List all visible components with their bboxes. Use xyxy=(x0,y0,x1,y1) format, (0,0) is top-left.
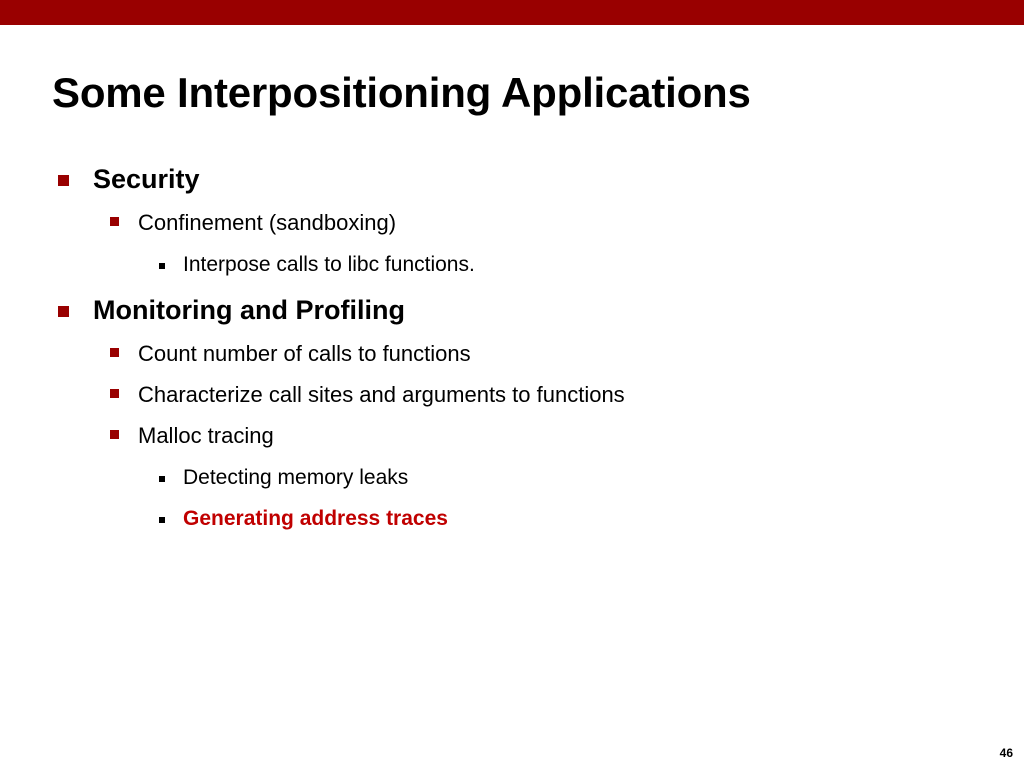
bullet-interpose-libc xyxy=(183,252,475,278)
bullet-label: Monitoring and Profiling xyxy=(93,295,405,325)
bullet-characterize-call-sites xyxy=(138,381,625,409)
square-bullet-icon xyxy=(159,476,165,482)
bullet-label: Confinement (sandboxing) xyxy=(138,210,397,235)
bullet-monitoring-profiling xyxy=(93,294,405,326)
square-bullet-icon xyxy=(110,348,119,357)
bullet-label: Security xyxy=(93,164,200,194)
square-bullet-icon xyxy=(110,430,119,439)
square-bullet-icon xyxy=(159,517,165,523)
bullet-label: Interpose calls to libc functions. xyxy=(183,253,475,276)
bullet-generating-address-traces xyxy=(183,506,448,532)
square-bullet-icon xyxy=(58,175,69,186)
bullet-security xyxy=(93,163,200,195)
bullet-confinement xyxy=(138,209,396,237)
bullet-detecting-memory-leaks xyxy=(183,465,408,491)
square-bullet-icon xyxy=(110,217,119,226)
slide-title: Some Interpositioning Applications xyxy=(52,69,751,116)
bullet-count-calls xyxy=(138,340,471,368)
bullet-label: Count number of calls to functions xyxy=(138,341,471,366)
page-number: 46 xyxy=(999,746,1013,760)
bullet-label: Detecting memory leaks xyxy=(183,466,409,489)
square-bullet-icon xyxy=(159,263,165,269)
bullet-label: Malloc tracing xyxy=(138,423,274,448)
bullet-label: Characterize call sites and arguments to functions xyxy=(138,382,625,407)
square-bullet-icon xyxy=(58,306,69,317)
bullet-label: Generating address traces xyxy=(183,507,448,530)
bullet-malloc-tracing xyxy=(138,422,274,450)
square-bullet-icon xyxy=(110,389,119,398)
